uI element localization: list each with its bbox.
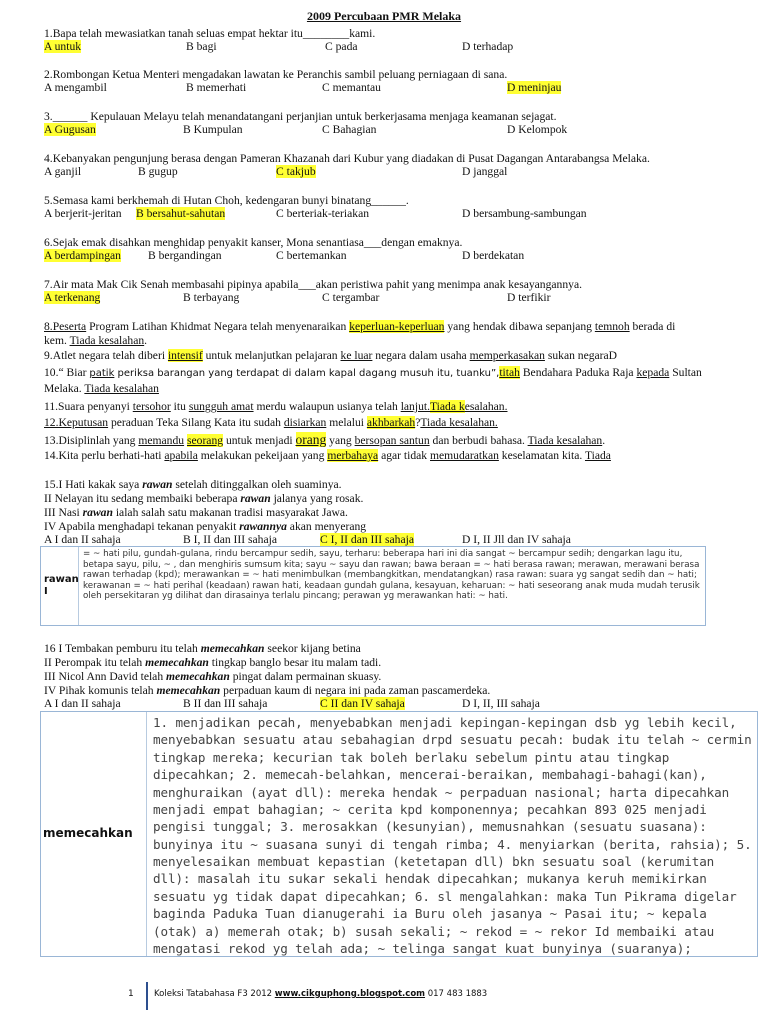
question-9: 9.Atlet negara telah diberi intensif untuk melanjutkan pelajaran ke luar negara dalam usaha memperkasakan sukan negaraD [44, 349, 618, 362]
option-a: A untuk [44, 40, 82, 53]
question-8: 8.Peserta Program Latihan Khidmat Negara telah menyenaraikan keperluan-keperluan yang hendak dibawa sepanjang temnoh berada di [44, 320, 676, 333]
dictionary-entry-rawan [40, 546, 706, 626]
question-16-i: 16 I Tembakan pemburu itu telah memecahkan seekor kijang betina [44, 642, 361, 655]
question-7-options [44, 291, 744, 305]
option-d: D janggal [462, 165, 508, 178]
option-a: A Gugusan [44, 123, 96, 136]
option-b: B Kumpulan [183, 123, 243, 136]
option-d: D bersambung-sambungan [462, 207, 587, 220]
question-15-iv: IV Apabila menghadapi tekanan penyakit rawannya akan menyerang [44, 520, 367, 533]
question-6: 6.Sejak emak disahkan menghidap penyakit kanser, Mona senantiasa___dengan emaknya. [44, 236, 463, 249]
question-16-iv: IV Pihak komunis telah memecahkan perpaduan kaum di negara ini pada zaman pascamerdeka. [44, 684, 491, 697]
question-8-cont: kem. Tiada kesalahan. [44, 334, 148, 347]
option-c: C Bahagian [322, 123, 377, 136]
option-a: A I dan II sahaja [44, 533, 121, 546]
option-a: A I dan II sahaja [44, 697, 121, 710]
option-d: D I, II Jll dan IV sahaja [462, 533, 571, 546]
footer-text: Koleksi Tatabahasa F3 2012 www.cikguphong.blogspot.com 017 483 1883 [154, 989, 488, 999]
option-a: A terkenang [44, 291, 101, 304]
question-13: 13.Disiplinlah yang memandu seorang untuk menjadi orang yang bersopan santun dan berbudi bahasa. Tiada kesalahan. [44, 432, 606, 447]
footer-link[interactable]: www.cikguphong.blogspot.com [274, 989, 426, 999]
question-3-options [44, 123, 744, 137]
question-15-iii: III Nasi rawan ialah salah satu makanan tradisi masyarakat Jawa. [44, 506, 348, 519]
option-b: B bagi [186, 40, 217, 53]
question-16-ii: II Perompak itu telah memecahkan tingkap banglo besar itu malam tadi. [44, 656, 382, 669]
dictionary-entry-memecahkan [40, 711, 758, 957]
option-b: B bergandingan [148, 249, 222, 262]
option-b: B bersahut-sahutan [136, 207, 226, 220]
question-1: 1.Bapa telah mewasiatkan tanah seluas empat hektar itu________kami. [44, 27, 376, 40]
question-4-options [44, 165, 744, 179]
question-6-options [44, 249, 744, 263]
page-footer [120, 982, 720, 1012]
dictionary-definition: = ~ hati pilu, gundah-gulana, rindu bercampur sedih, sayu, terharu: beberapa hari ini dia sangat ~ bercampur sedih; dengarkan lagu itu, betapa sayu, pilu, ~ , dan menghiris sumsum kita; sayu ~ sayu dan rawan; bawa beraan = ~ hati berasa rawan; merawan, merawani berasa rawan terhadap (kpd); merawankan = ~ hati menimbulkan (membangkitkan, mendatangkan) rasa rawan: suara yg sangat sedih dan ~ hati; kerawanan = ~ hati perihal (keadaan) rawan hati, keadaan gundah gulana, kesayuan, keharuan: ~ hati seseorang anak muda mudah terusik oleh persekitaran yg dilihat dan dirasainya terlalu pincang; perawan yg merawankan hati: ~ hati. [83, 549, 700, 602]
option-a: A berdampingan [44, 249, 121, 262]
option-d: D meninjau [507, 81, 562, 94]
option-a: A berjerit-jeritan [44, 207, 122, 220]
option-c: C berteriak-teriakan [276, 207, 370, 220]
dictionary-term: memecahkan [41, 712, 147, 956]
option-b: B I, II dan III sahaja [183, 533, 277, 546]
option-b: B terbayang [183, 291, 240, 304]
option-c: C takjub [276, 165, 316, 178]
option-b: B II dan III sahaja [183, 697, 268, 710]
question-14: 14.Kita perlu berhati-hati apabila melakukan pekeijaan yang merbahaya agar tidak memudaratkan keselamatan kita. Tiada [44, 449, 611, 462]
question-16-options [44, 697, 744, 711]
question-12: 12.Keputusan peraduan Teka Silang Kata itu sudah disiarkan melalui akhbarkah?Tiada kesalahan. [44, 416, 498, 429]
option-a: A mengambil [44, 81, 107, 94]
question-11: 11.Suara penyanyi tersohor itu sungguh amat merdu walaupun usianya telah lanjut.Tiada kesalahan. [44, 400, 508, 413]
option-d: D I, II, III sahaja [462, 697, 540, 710]
question-5-options [44, 207, 744, 221]
answer: Tiada kesalahan [527, 434, 603, 447]
question-5: 5.Semasa kami berkhemah di Hutan Choh, kedengaran bunyi binatang______. [44, 194, 409, 207]
option-c: C tergambar [322, 291, 380, 304]
dictionary-term: rawan I [41, 547, 79, 625]
option-c: C II dan IV sahaja [320, 697, 405, 710]
option-a: A ganjil [44, 165, 82, 178]
page-number: 1 [128, 989, 134, 999]
option-d: D terfikir [507, 291, 551, 304]
question-7: 7.Air mata Mak Cik Senah membasahi pipinya apabila___akan peristiwa pahit yang menimpa anak kesayangannya. [44, 278, 582, 291]
question-15-i: 15.I Hati kakak saya rawan setelah ditinggalkan oleh suaminya. [44, 478, 342, 491]
page-title: 2009 Percubaan PMR Melaka [306, 9, 462, 23]
question-3: 3.______ Kepulauan Melayu telah menandatangani perjanjian untuk berkerjasama menjaga keamanan sejagat. [44, 110, 557, 123]
option-d: D Kelompok [507, 123, 568, 136]
option-c: C pada [325, 40, 358, 53]
question-10: 10.“ Biar patik periksa barangan yang terdapat di dalam kapal dagang musuh itu, tuanku”,titah Bendahara Paduka Raja kepada Sultan [44, 366, 702, 379]
option-b: B gugup [138, 165, 178, 178]
option-c: C I, II dan III sahaja [320, 533, 414, 546]
question-1-options [44, 40, 744, 54]
option-c: C bertemankan [276, 249, 347, 262]
answer: Tiada kesalahan. [420, 416, 498, 429]
answer: Tiada kesalahan [84, 382, 159, 395]
question-15-options [44, 533, 744, 547]
option-d: D terhadap [462, 40, 514, 53]
question-10-cont: Melaka. Tiada kesalahan [44, 382, 159, 395]
answer: Tiada kesalahan [69, 334, 145, 347]
option-c: C memantau [322, 81, 381, 94]
question-16-iii: III Nicol Ann David telah memecahkan pingat dalam permainan skuasy. [44, 670, 382, 683]
answer: Tiada [584, 449, 611, 462]
question-4: 4.Kebanyakan pengunjung berasa dengan Pameran Khazanah dari Kubur yang diadakan di Pusat Dagangan Antarabangsa Melaka. [44, 152, 650, 165]
question-15-ii: II Nelayan itu sedang membaiki beberapa rawan jalanya yang rosak. [44, 492, 364, 505]
question-2: 2.Rombongan Ketua Menteri mengadakan lawatan ke Peranchis sambil peluang perniagaan di sana. [44, 68, 508, 81]
question-2-options [44, 81, 744, 95]
option-d: D berdekatan [462, 249, 525, 262]
dictionary-definition: 1. menjadikan pecah, menyebabkan menjadi kepingan-kepingan dsb yg lebih kecil, menyebabkan sesuatu atau sebahagian drpd sesuatu pecah: budak itu telah ~ cermin tingkap mereka; kecurian tak boleh berlaku sebelum pintu atau tingkap dipecahkan; 2. memecah-belahkan, mencerai-beraikan, membahagi-bahagi(kan), menghuraikan (ayat dll): mereka hendak ~ perpaduan nasional; harta dipecahkan menjadi empat bahagian; ~ cerita kpd komponennya; pecahkan 893 025 menjadi pengisi tunggal; 3. merosakkan (kesunyian), memusnahkan (sesuatu suasana): bunyinya itu ~ suasana sunyi di tengah rimba; 4. menyiarkan (berita, rahsia); 5. menyelesaikan membuat kepastian (ketetapan dll) bkn sesuatu soal (kerumitan dll): masalah itu sukar sekali hendak dipecahkan; mukanya keruh memikirkan sesuatu yg tidak dapat dipecahkan; 6. sl mengalahkan: maka Tun Pikrama digelar baginda Paduka Tuan dianugerahi ia Buru oleh jasanya ~ Pasai itu; ~ kepala (otak) a) memerah otak; b) susah sekali; ~ rekod = ~ rekor Id membaiki atau mengatasi rekod yg telah ada; ~ telinga sangat kuat bunyinya (suaranya); [153, 715, 752, 956]
footer-divider [146, 982, 148, 1010]
option-b: B memerhati [186, 81, 247, 94]
